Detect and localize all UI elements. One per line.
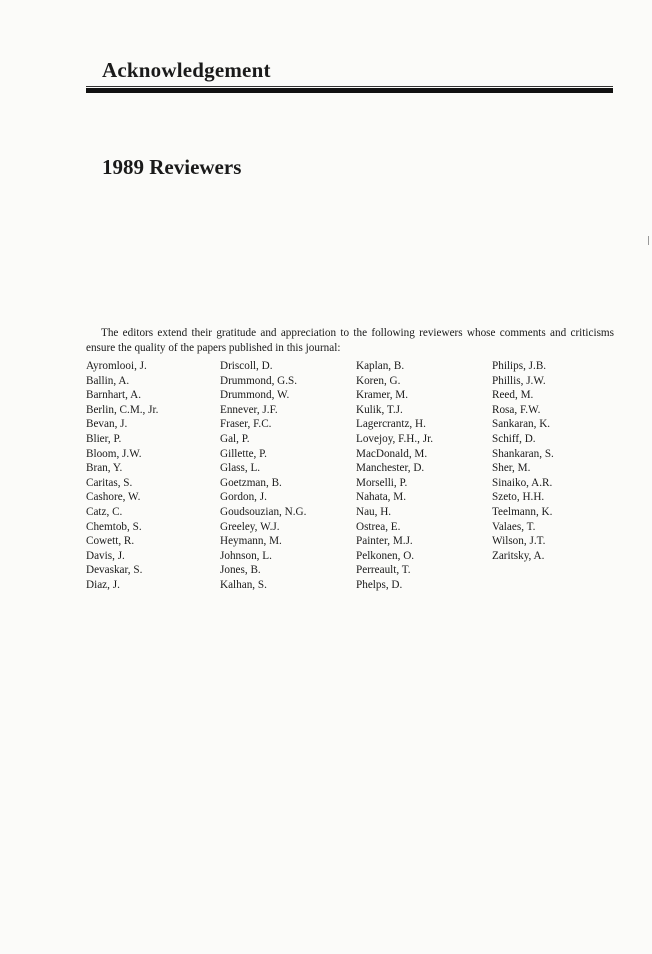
reviewer-name: Sinaiko, A.R. <box>492 476 553 489</box>
reviewer-name: Kulik, T.J. <box>356 403 403 416</box>
reviewer-name: Ayromlooi, J. <box>86 360 147 372</box>
reviewer-name: Goudsouzian, N.G. <box>220 505 307 518</box>
reviewer-name: Ennever, J.F. <box>220 403 278 416</box>
reviewer-name: Teelmann, K. <box>492 505 553 518</box>
reviewer-name: Phelps, D. <box>356 578 403 591</box>
reviewer-name: Gal, P. <box>220 432 250 445</box>
reviewer-name: Nahata, M. <box>356 491 407 504</box>
reviewer-name: Morselli, P. <box>356 476 408 489</box>
reviewer-column-3 <box>356 359 433 593</box>
reviewer-name: Gillette, P. <box>220 447 267 460</box>
reviewer-name: Kaplan, B. <box>356 360 405 372</box>
reviewer-name: Valaes, T. <box>492 520 536 533</box>
reviewer-name: Nau, H. <box>356 505 392 518</box>
header-rule-thick <box>86 88 613 93</box>
reviewer-name: MacDonald, M. <box>356 447 428 460</box>
reviewer-name: Painter, M.J. <box>356 535 413 548</box>
reviewer-name: Caritas, S. <box>86 476 133 489</box>
reviewer-name: Drummond, G.S. <box>220 374 298 387</box>
reviewer-name: Pelkonen, O. <box>356 549 415 562</box>
reviewer-name: Wilson, J.T. <box>492 535 546 548</box>
reviewer-name: Diaz, J. <box>86 578 120 591</box>
reviewer-name: Ballin, A. <box>86 374 130 387</box>
reviewer-name: Ostrea, E. <box>356 520 401 533</box>
reviewer-name: Fraser, F.C. <box>220 418 272 431</box>
reviewer-name: Lagercrantz, H. <box>356 418 426 431</box>
reviewer-name: Cashore, W. <box>86 491 141 504</box>
reviewer-name: Phillis, J.W. <box>492 374 546 387</box>
reviewer-name: Jones, B. <box>220 564 261 577</box>
reviewer-name: Philips, J.B. <box>492 360 547 372</box>
reviewer-column-2 <box>220 359 306 593</box>
reviewer-name: Drummond, W. <box>220 389 290 402</box>
reviewer-name: Sankaran, K. <box>492 418 551 431</box>
reviewer-name: Zaritsky, A. <box>492 549 545 562</box>
reviewer-name: Perreault, T. <box>356 564 411 577</box>
reviewer-column-4 <box>492 359 554 563</box>
reviewer-name: Bran, Y. <box>86 462 123 475</box>
reviewer-name: Gordon, J. <box>220 491 267 504</box>
reviewer-column-1 <box>86 359 158 593</box>
page-title: Acknowledgement <box>102 58 271 82</box>
reviewer-name: Bloom, J.W. <box>86 447 142 460</box>
reviewer-name: Goetzman, B. <box>220 476 282 489</box>
reviewer-name: Schiff, D. <box>492 432 536 445</box>
reviewer-name: Bevan, J. <box>86 418 128 431</box>
reviewer-name: Kalhan, S. <box>220 578 267 591</box>
reviewer-name: Berlin, C.M., Jr. <box>86 403 159 416</box>
header-rule-thin <box>86 86 613 87</box>
reviewer-name: Heymann, M. <box>220 535 282 548</box>
reviewer-name: Shankaran, S. <box>492 447 554 460</box>
reviewer-name: Lovejoy, F.H., Jr. <box>356 432 433 445</box>
reviewer-name: Barnhart, A. <box>86 389 141 402</box>
reviewer-name: Glass, L. <box>220 462 261 475</box>
reviewer-name: Greeley, W.J. <box>220 520 280 533</box>
reviewer-name: Davis, J. <box>86 549 125 562</box>
reviewer-name: Johnson, L. <box>220 549 272 562</box>
reviewer-name: Rosa, F.W. <box>492 403 541 416</box>
reviewer-name: Chemtob, S. <box>86 520 142 533</box>
reviewer-name: Devaskar, S. <box>86 564 143 577</box>
reviewer-name: Reed, M. <box>492 389 534 402</box>
reviewer-name: Kramer, M. <box>356 389 409 402</box>
intro-paragraph: The editors extend their gratitude and appreciation to the following reviewers whose comments and criticisms ensure the quality of the papers published in this journal: <box>86 327 614 355</box>
reviewer-name: Manchester, D. <box>356 462 425 475</box>
reviewer-name: Koren, G. <box>356 374 401 387</box>
reviewer-name: Szeto, H.H. <box>492 491 545 504</box>
scan-edge-mark <box>648 236 649 245</box>
reviewer-name: Blier, P. <box>86 432 122 445</box>
reviewer-name: Cowett, R. <box>86 535 135 548</box>
reviewer-name: Catz, C. <box>86 505 123 518</box>
reviewer-name: Sher, M. <box>492 462 531 475</box>
section-title: 1989 Reviewers <box>102 155 242 179</box>
reviewer-name: Driscoll, D. <box>220 360 273 372</box>
